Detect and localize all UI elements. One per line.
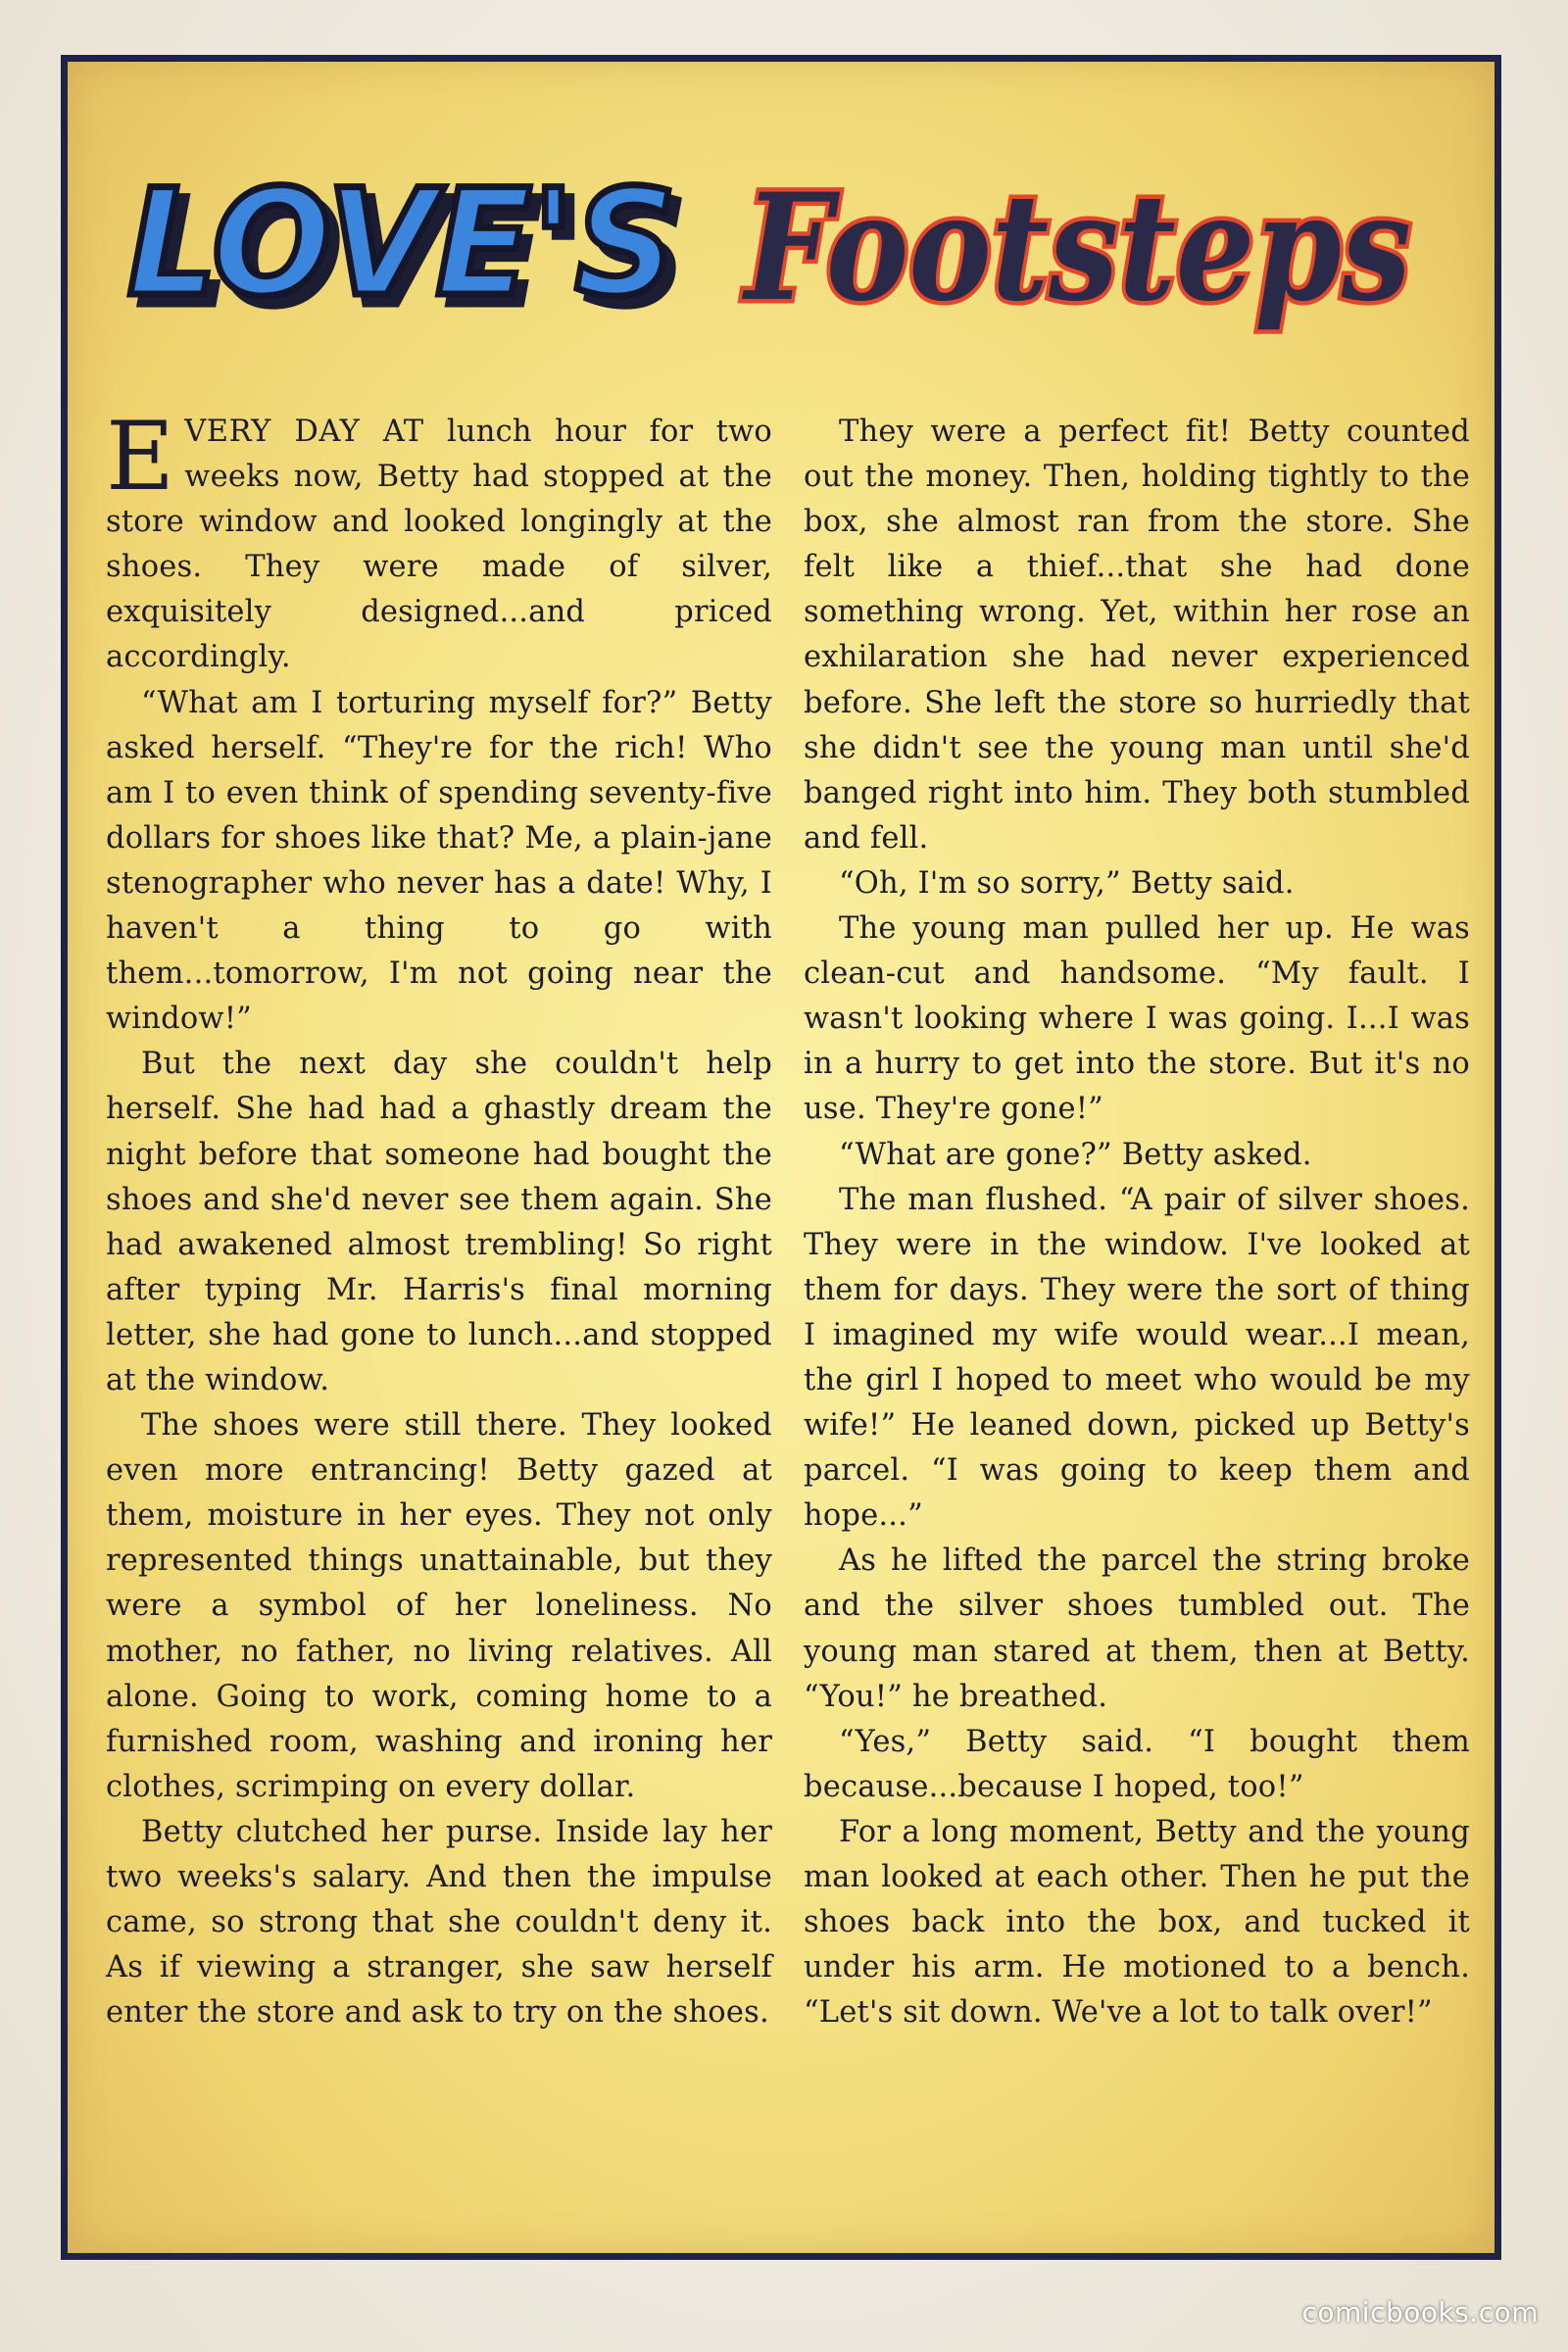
paragraph: “Yes,” Betty said. “I bought them because...because I hoped, too!” — [804, 1724, 1470, 1804]
paragraph: As he lifted the parcel the string broke and the silver shoes tumbled out. The young man stared at them, then at Betty. “You!” he breathed. — [804, 1544, 1470, 1714]
lead-caps: VERY DAY AT — [184, 415, 424, 449]
title-word-footsteps: Footsteps — [741, 162, 1411, 334]
paragraph: They were a perfect fit! Betty counted out the money. Then, holding tightly to the box, she almost ran from the store. She felt like a thief...that she had done something wrong. Yet, within her rose an exhilaration she had never experienced before. She left the store so hurriedly that she didn't see the young man until she'd banged right into him. They both stumbled and fell. — [804, 415, 1470, 856]
paragraph: “What are gone?” Betty asked. — [839, 1137, 1312, 1172]
title-word-loves: LOVE'S — [127, 159, 676, 329]
paragraph: The shoes were still there. They looked even more entrancing! Betty gazed at them, moisture in her eyes. They not only represented things unattainable, but they were a symbol of her loneliness. No mother, no father, no living relatives. All alone. Going to work, coming home to a furnished room, washing and ironing her clothes, scrimping on every dollar. — [106, 1408, 772, 1804]
paragraph — [106, 402, 772, 681]
paragraph: The man flushed. “A pair of silver shoes. They were in the window. I've looked at them for days. They were the sort of thing I imagined my wife would wear...I mean, the girl I hoped to meet who would be my wife!” He leaned down, picked up Betty's parcel. “I was going to keep them and hope...” — [804, 1182, 1470, 1534]
site-watermark: comicbooks.com — [1301, 2296, 1539, 2328]
drop-cap: E — [106, 402, 175, 512]
paragraph: But the next day she couldn't help herself. She had had a ghastly dream the night before that someone had bought the shoes and she'd never see them again. She had awakened almost trembling! So right after typing Mr. Harris's final morning letter, she had gone to lunch...and stopped at the window. — [106, 1047, 772, 1397]
story-title — [118, 147, 1431, 343]
paragraph: “Oh, I'm so sorry,” Betty said. — [839, 865, 1295, 901]
story-column-left — [106, 402, 772, 2174]
title-lettering — [118, 147, 1431, 343]
paragraph: Betty clutched her purse. Inside lay her two weeks's salary. And then the impulse came, so strong that she couldn't deny it. As if viewing a stranger, she saw herself enter the store and ask to try on the shoes. — [106, 1814, 772, 2031]
paragraph: “What am I torturing myself for?” Betty asked herself. “They're for the rich! Who am I to even think of spending seventy-five dollars for shoes like that? Me, a plain-jane stenographer who never has a date! Why, I haven't a thing to go with them...tomorrow, I'm not going near the window!” — [106, 685, 772, 1037]
story-column-right — [804, 410, 1470, 2174]
paragraph: For a long moment, Betty and the young man looked at each other. Then he put the shoes back into the box, and tucked it under his arm. He motioned to a bench. “Let's sit down. We've a lot to talk over!” — [804, 1814, 1470, 2031]
paragraph: The young man pulled her up. He was clean-cut and handsome. “My fault. I wasn't looking where I was going. I...I was in a hurry to get into the store. But it's no use. They're gone!” — [804, 911, 1470, 1127]
paragraph-text: lunch hour for two weeks now, Betty had stopped at the store window and looked longingly at the shoes. They were made of silver, exquisitely designed...and priced accordingly. — [106, 415, 772, 675]
story-text — [106, 402, 1470, 2174]
